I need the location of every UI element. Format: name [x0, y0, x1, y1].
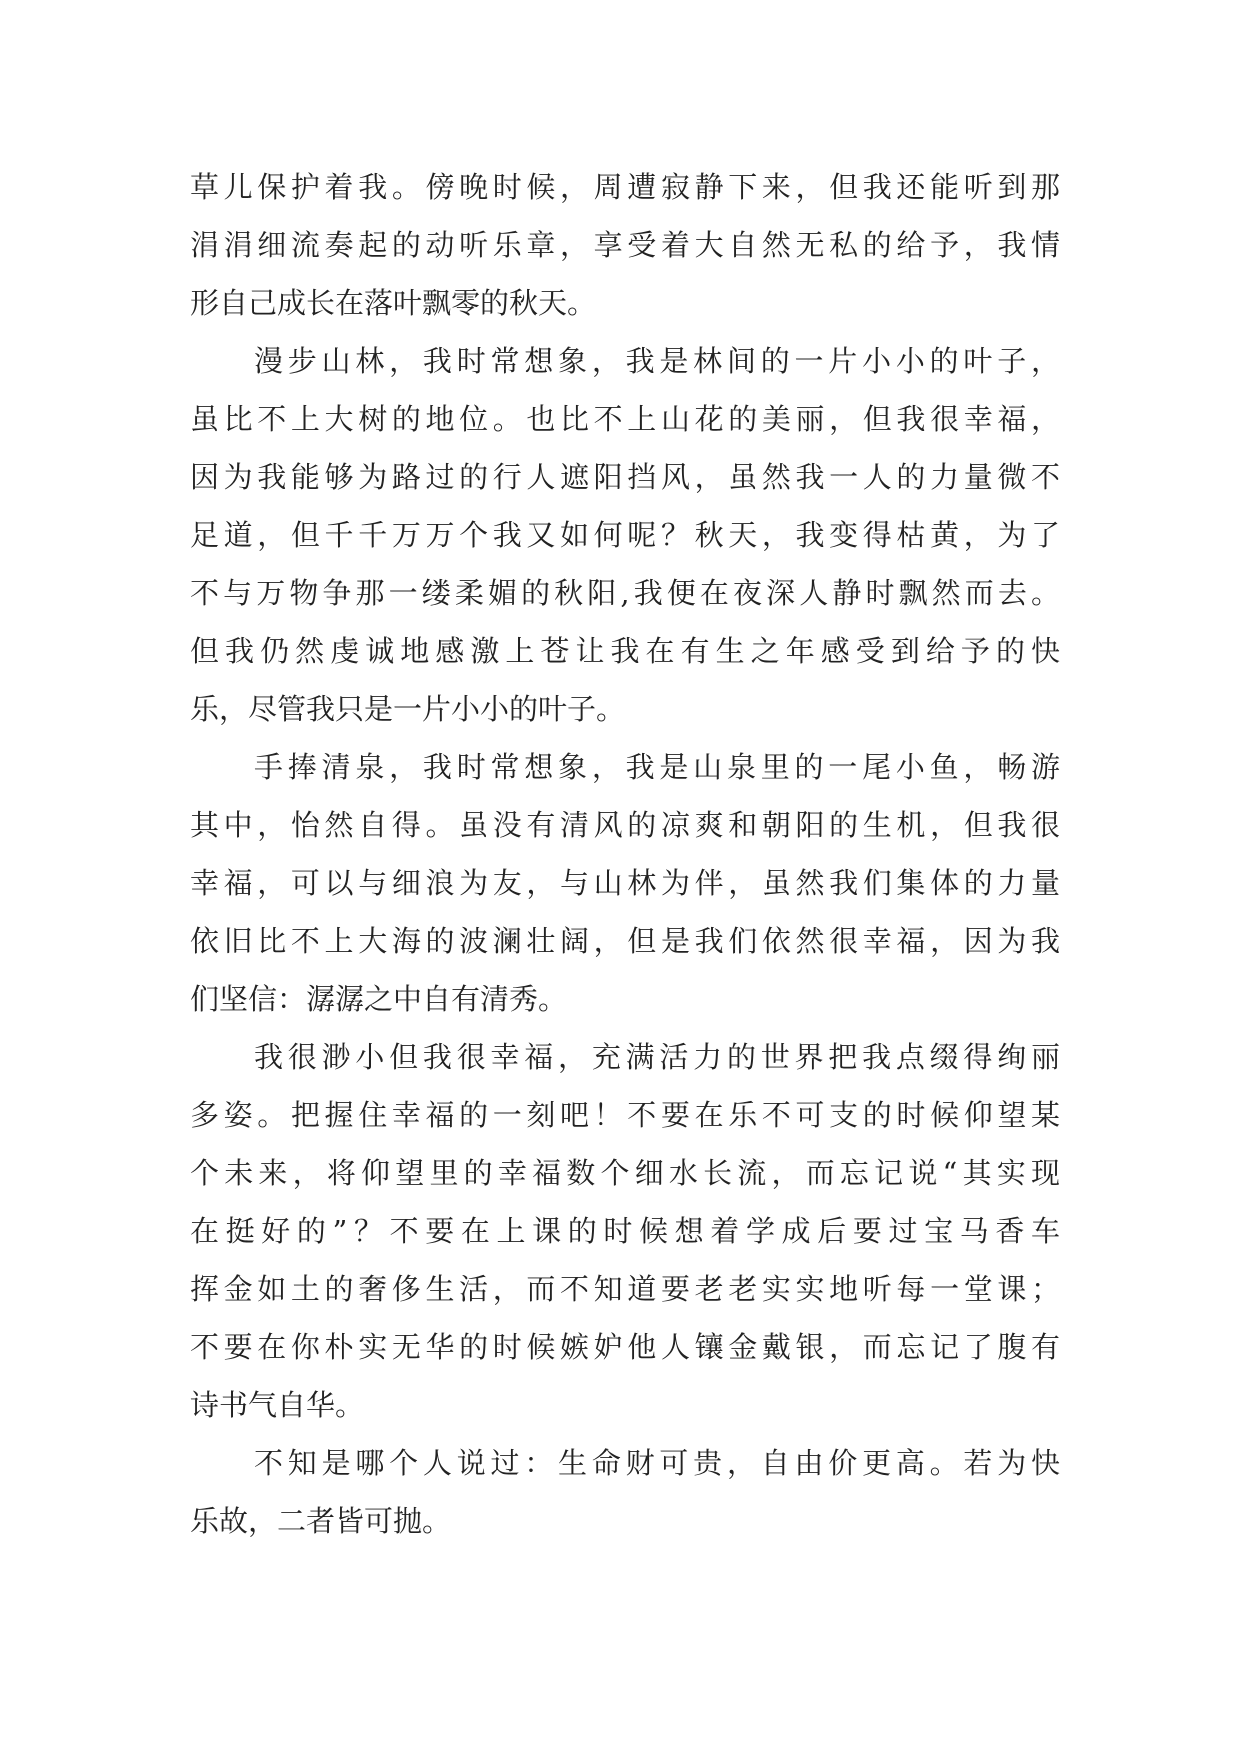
essay-line: 不要在你朴实无华的时候嫉妒他人镶金戴银，而忘记了腹有	[190, 1330, 1060, 1364]
essay-line: 足道，但千千万万个我又如何呢？秋天，我变得枯黄，为了	[190, 518, 1060, 552]
essay-line: 其中，怡然自得。虽没有清风的凉爽和朝阳的生机，但我很	[190, 808, 1060, 842]
essay-line: 虽比不上大树的地位。也比不上山花的美丽，但我很幸福，	[190, 402, 1060, 436]
essay-body	[190, 158, 1060, 1550]
essay-line: 不与万物争那一缕柔媚的秋阳,我便在夜深人静时飘然而去。	[190, 576, 1060, 610]
essay-line: 多姿。把握住幸福的一刻吧！不要在乐不可支的时候仰望某	[190, 1098, 1060, 1132]
essay-line: 因为我能够为路过的行人遮阳挡风，虽然我一人的力量微不	[190, 460, 1060, 494]
essay-line: 草儿保护着我。傍晚时候，周遭寂静下来，但我还能听到那	[190, 170, 1060, 204]
essay-line: 手捧清泉，我时常想象，我是山泉里的一尾小鱼，畅游	[254, 750, 1060, 784]
essay-line: 在挺好的”？不要在上课的时候想着学成后要过宝马香车	[190, 1214, 1060, 1248]
essay-line: 个未来，将仰望里的幸福数个细水长流，而忘记说“其实现	[190, 1156, 1060, 1190]
essay-line: 乐故，二者皆可抛。	[190, 1504, 452, 1538]
essay-line: 诗书气自华。	[190, 1388, 365, 1422]
essay-line: 不知是哪个人说过：生命财可贵，自由价更高。若为快	[254, 1446, 1060, 1480]
essay-line: 们坚信：潺潺之中自有清秀。	[190, 982, 568, 1016]
essay-line: 挥金如土的奢侈生活，而不知道要老老实实地听每一堂课；	[190, 1272, 1060, 1306]
essay-line: 幸福，可以与细浪为友，与山林为伴，虽然我们集体的力量	[190, 866, 1060, 900]
essay-line: 依旧比不上大海的波澜壮阔，但是我们依然很幸福，因为我	[190, 924, 1060, 958]
essay-line: 形自己成长在落叶飘零的秋天。	[190, 286, 597, 320]
essay-line: 乐，尽管我只是一片小小的叶子。	[190, 692, 626, 726]
essay-line: 涓涓细流奏起的动听乐章，享受着大自然无私的给予，我情	[190, 228, 1060, 262]
essay-line: 漫步山林，我时常想象，我是林间的一片小小的叶子，	[254, 344, 1060, 378]
essay-line: 我很渺小但我很幸福，充满活力的世界把我点缀得绚丽	[254, 1040, 1060, 1074]
essay-line: 但我仍然虔诚地感激上苍让我在有生之年感受到给予的快	[190, 634, 1060, 668]
